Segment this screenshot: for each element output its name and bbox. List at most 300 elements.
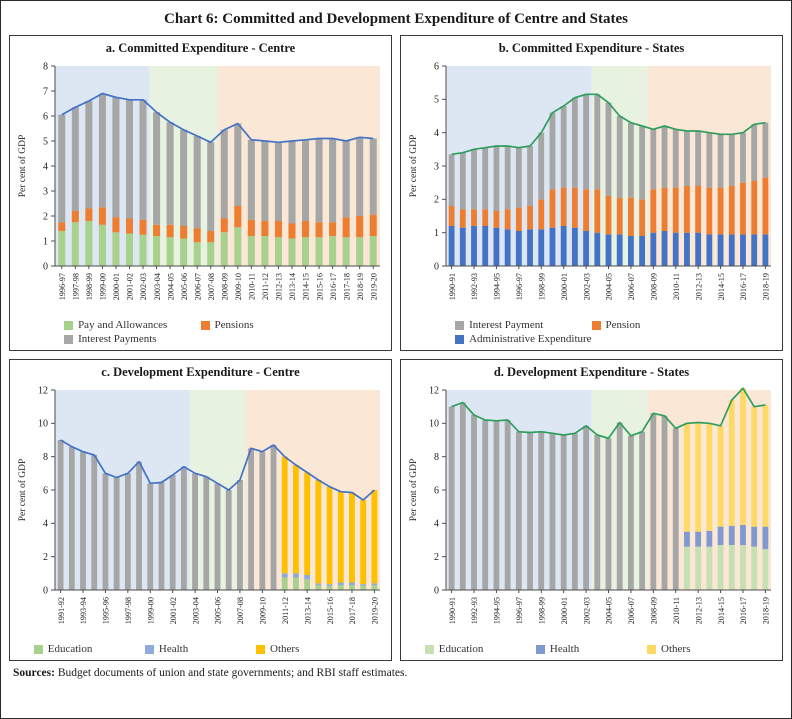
bar-segment xyxy=(661,126,667,188)
legend-item xyxy=(536,642,647,656)
bar-segment xyxy=(360,500,366,584)
bar-segment xyxy=(261,236,268,266)
bar-segment xyxy=(728,234,734,266)
x-tick-label: 1996-97 xyxy=(57,273,67,301)
bar-segment xyxy=(293,573,299,577)
panel-title: a. Committed Expenditure - Centre xyxy=(105,41,296,55)
bar-segment xyxy=(180,239,187,267)
bar-segment xyxy=(628,123,634,198)
x-tick-label: 2016-17 xyxy=(328,273,338,301)
legend-swatch-icon xyxy=(592,321,601,330)
bar-segment xyxy=(329,222,336,236)
y-tick-label: 0 xyxy=(42,585,48,597)
legend-label: Others xyxy=(661,643,691,655)
x-tick-label: 2008-09 xyxy=(649,597,659,625)
bar-segment xyxy=(166,122,173,225)
bar-segment xyxy=(448,226,454,266)
bar-segment xyxy=(695,423,701,532)
bar-segment xyxy=(728,400,734,526)
x-tick-label: 2012-13 xyxy=(693,597,703,625)
bar-segment xyxy=(369,139,376,215)
bar-segment xyxy=(504,420,510,590)
y-axis-title: Per cent of GDP xyxy=(408,134,419,198)
bar-segment xyxy=(527,433,533,591)
x-tick-label: 2010-11 xyxy=(247,273,257,300)
x-tick-label: 1996-97 xyxy=(514,597,524,625)
legend-swatch-icon xyxy=(201,321,210,330)
bar-segment xyxy=(560,106,566,188)
bar-segment xyxy=(684,532,690,547)
bar-segment xyxy=(706,234,712,266)
bar-segment xyxy=(193,136,200,229)
x-tick-label: 2012-13 xyxy=(693,273,703,301)
bar-segment xyxy=(448,154,454,206)
bar-segment xyxy=(594,435,600,590)
bar-segment xyxy=(538,133,544,200)
legend-swatch-icon xyxy=(455,335,464,344)
x-tick-label: 1994-95 xyxy=(492,597,502,625)
bar-segment xyxy=(616,423,622,591)
bar-segment xyxy=(166,237,173,266)
bar-segment xyxy=(315,139,322,223)
bar-segment xyxy=(57,440,63,590)
bar-segment xyxy=(661,231,667,266)
x-tick-label: 2009-10 xyxy=(258,597,268,625)
bar-segment xyxy=(639,432,645,590)
bar-segment xyxy=(349,583,355,586)
bar-segment xyxy=(371,585,377,590)
bar-segment xyxy=(234,227,241,266)
bar-segment xyxy=(695,547,701,590)
panel-development-expenditure-states xyxy=(400,359,783,661)
x-tick-label: 2003-04 xyxy=(190,597,200,625)
bar-segment xyxy=(717,527,723,545)
bar-segment xyxy=(459,153,465,210)
x-tick-label: 2000-01 xyxy=(559,273,569,301)
bar-segment xyxy=(504,209,510,229)
y-tick-label: 2 xyxy=(433,194,439,206)
y-tick-label: 6 xyxy=(42,111,48,123)
x-tick-label: 2008-09 xyxy=(649,273,659,301)
x-tick-label: 2019-20 xyxy=(368,273,378,301)
bar-segment xyxy=(356,237,363,266)
panel-committed-expenditure-centre xyxy=(9,35,392,351)
x-tick-label: 2007-08 xyxy=(206,273,216,301)
bar-segment xyxy=(369,215,376,236)
bar-segment xyxy=(684,233,690,266)
bar-segment xyxy=(684,131,690,186)
bar-segment xyxy=(751,407,757,527)
y-tick-label: 0 xyxy=(433,261,439,273)
x-tick-label: 2001-02 xyxy=(168,597,178,625)
background-region xyxy=(55,390,189,590)
bar-segment xyxy=(527,229,533,266)
bar-segment xyxy=(740,525,746,545)
bar-segment xyxy=(180,130,187,226)
bar-segment xyxy=(207,231,214,242)
bar-segment xyxy=(762,234,768,266)
x-tick-label: 2010-11 xyxy=(671,273,681,300)
bar-segment xyxy=(594,94,600,189)
bar-segment xyxy=(717,545,723,590)
x-tick-label: 2019-20 xyxy=(370,597,380,625)
x-tick-label: 2017-18 xyxy=(347,597,357,625)
legend-label: Education xyxy=(47,643,93,655)
bar-segment xyxy=(207,142,214,231)
x-tick-label: 1990-91 xyxy=(447,273,457,301)
bar-segment xyxy=(471,149,477,209)
bar-segment xyxy=(740,545,746,590)
x-tick-label: 2017-18 xyxy=(341,273,351,301)
x-tick-label: 1998-99 xyxy=(536,273,546,301)
legend-swatch-icon xyxy=(34,645,43,654)
bar-segment xyxy=(71,211,78,222)
y-tick-label: 7 xyxy=(42,86,48,98)
bar-segment xyxy=(304,473,310,576)
sources-text: Budget documents of union and state governments; and RBI staff estimates. xyxy=(54,667,408,679)
bar-segment xyxy=(594,189,600,232)
legend-swatch-icon xyxy=(455,321,464,330)
bar-segment xyxy=(302,221,309,237)
legend-item xyxy=(64,318,200,332)
bar-segment xyxy=(274,142,281,221)
bar-segment xyxy=(605,438,611,590)
bar-segment xyxy=(706,547,712,590)
bar-segment xyxy=(112,232,119,266)
bar-segment xyxy=(234,206,241,227)
bar-segment xyxy=(661,416,667,590)
bar-segment xyxy=(672,428,678,590)
x-tick-label: 1996-97 xyxy=(514,273,524,301)
x-tick-label: 2009-10 xyxy=(233,273,243,301)
bar-segment xyxy=(337,585,343,590)
bar-segment xyxy=(549,113,555,190)
bar-segment xyxy=(471,209,477,226)
x-tick-label: 2005-06 xyxy=(213,597,223,625)
bar-segment xyxy=(751,527,757,547)
bar-segment xyxy=(639,126,645,199)
bar-segment xyxy=(315,583,321,585)
bar-segment xyxy=(261,221,268,236)
bar-segment xyxy=(605,103,611,196)
bar-segment xyxy=(515,148,521,208)
bar-segment xyxy=(180,467,186,590)
bar-segment xyxy=(360,584,366,586)
y-tick-label: 4 xyxy=(42,161,48,173)
bar-segment xyxy=(274,221,281,237)
bar-segment xyxy=(153,225,160,236)
bar-segment xyxy=(288,239,295,267)
bar-segment xyxy=(482,420,488,590)
bar-segment xyxy=(315,480,321,583)
bar-segment xyxy=(342,237,349,266)
y-tick-label: 5 xyxy=(42,136,48,148)
bar-segment xyxy=(281,578,287,591)
bar-segment xyxy=(139,235,146,266)
bar-segment xyxy=(639,236,645,266)
bar-segment xyxy=(571,433,577,590)
legend xyxy=(64,318,337,346)
bar-segment xyxy=(583,426,589,590)
chart-development-centre xyxy=(15,380,387,642)
bar-segment xyxy=(112,217,119,232)
x-tick-label: 2015-16 xyxy=(325,597,335,625)
legend-swatch-icon xyxy=(536,645,545,654)
y-tick-label: 1 xyxy=(42,236,48,248)
x-tick-label: 2001-02 xyxy=(125,273,135,301)
legend-label: Pension xyxy=(605,319,641,331)
legend-swatch-icon xyxy=(256,645,265,654)
x-tick-label: 2000-01 xyxy=(111,273,121,301)
bar-segment xyxy=(248,448,254,590)
bar-segment xyxy=(85,221,92,266)
bar-segment xyxy=(740,133,746,183)
y-tick-label: 1 xyxy=(433,227,439,239)
x-tick-label: 2011-12 xyxy=(280,597,290,624)
bar-segment xyxy=(605,196,611,234)
bar-segment xyxy=(762,123,768,178)
bar-segment xyxy=(728,134,734,186)
bar-segment xyxy=(356,137,363,216)
bar-segment xyxy=(158,483,164,591)
y-tick-label: 8 xyxy=(433,451,439,463)
x-tick-label: 1995-96 xyxy=(101,597,111,625)
x-tick-label: 1999-00 xyxy=(98,273,108,301)
bar-segment xyxy=(169,475,175,590)
legend-swatch-icon xyxy=(647,645,656,654)
legend-swatch-icon xyxy=(64,335,73,344)
y-tick-label: 5 xyxy=(433,94,439,106)
bar-segment xyxy=(98,225,105,266)
bar-segment xyxy=(672,129,678,187)
figure-title: Chart 6: Committed and Development Expenditure of Centre and States xyxy=(163,11,628,27)
legend-swatch-icon xyxy=(64,321,73,330)
bar-segment xyxy=(58,231,65,266)
bar-segment xyxy=(349,585,355,590)
bar-segment xyxy=(112,97,119,217)
bar-segment xyxy=(706,531,712,547)
bar-segment xyxy=(493,211,499,228)
legend-item xyxy=(647,642,758,656)
legend-label: Health xyxy=(549,643,580,655)
y-tick-label: 0 xyxy=(433,585,439,597)
x-tick-label: 2002-03 xyxy=(138,273,148,301)
bar-segment xyxy=(125,234,132,267)
x-tick-label: 2010-11 xyxy=(671,597,681,624)
bar-segment xyxy=(482,148,488,210)
y-tick-label: 0 xyxy=(42,261,48,273)
bar-segment xyxy=(459,209,465,227)
bar-segment xyxy=(315,585,321,590)
bar-segment xyxy=(616,234,622,266)
bar-segment xyxy=(538,199,544,229)
bar-segment xyxy=(302,237,309,266)
x-tick-label: 2008-09 xyxy=(219,273,229,301)
bar-segment xyxy=(706,188,712,235)
bar-segment xyxy=(684,423,690,531)
bar-segment xyxy=(650,233,656,266)
x-tick-label: 2004-05 xyxy=(165,273,175,301)
bar-segment xyxy=(650,129,656,189)
bar-segment xyxy=(504,146,510,209)
legend-label: Administrative Expenditure xyxy=(469,333,592,345)
bar-segment xyxy=(695,131,701,186)
bar-segment xyxy=(482,209,488,226)
x-tick-label: 2006-07 xyxy=(626,273,636,301)
bar-segment xyxy=(68,447,74,590)
legend-label: Interest Payment xyxy=(469,319,544,331)
legend xyxy=(425,642,759,656)
bar-segment xyxy=(337,583,343,586)
y-tick-label: 4 xyxy=(42,518,48,530)
x-tick-label: 1994-95 xyxy=(492,273,502,301)
y-tick-label: 12 xyxy=(37,385,48,397)
bar-segment xyxy=(740,388,746,525)
x-tick-label: 2006-07 xyxy=(192,273,202,301)
bar-segment xyxy=(337,492,343,583)
bar-segment xyxy=(695,186,701,233)
bar-segment xyxy=(504,229,510,266)
y-tick-label: 10 xyxy=(37,418,48,430)
bar-segment xyxy=(281,573,287,577)
x-tick-label: 2002-03 xyxy=(581,273,591,301)
legend-label: Pensions xyxy=(214,319,254,331)
bar-segment xyxy=(616,198,622,235)
x-tick-label: 2018-19 xyxy=(761,273,771,301)
bar-segment xyxy=(220,130,227,219)
bar-segment xyxy=(203,477,209,590)
bar-segment xyxy=(695,233,701,266)
bar-segment xyxy=(102,473,108,590)
x-tick-label: 2004-05 xyxy=(604,597,614,625)
y-tick-label: 3 xyxy=(42,186,48,198)
bar-segment xyxy=(571,188,577,228)
x-tick-label: 2016-17 xyxy=(738,597,748,625)
x-tick-label: 2002-03 xyxy=(581,597,591,625)
bar-segment xyxy=(515,208,521,231)
legend-item xyxy=(64,332,200,346)
bar-segment xyxy=(193,242,200,266)
sources-label: Sources: xyxy=(13,667,55,679)
bar-segment xyxy=(650,189,656,232)
bar-segment xyxy=(706,133,712,188)
y-tick-label: 6 xyxy=(42,485,48,497)
bar-segment xyxy=(717,234,723,266)
bar-segment xyxy=(560,435,566,590)
bar-segment xyxy=(85,209,92,222)
bar-segment xyxy=(751,181,757,234)
bar-segment xyxy=(192,473,198,590)
y-tick-label: 12 xyxy=(428,385,439,397)
bar-segment xyxy=(751,124,757,181)
bar-segment xyxy=(85,101,92,209)
x-tick-label: 2015-16 xyxy=(314,273,324,301)
bar-segment xyxy=(58,222,65,231)
bar-segment xyxy=(259,452,265,590)
bar-segment xyxy=(360,586,366,590)
bar-segment xyxy=(527,146,533,206)
bar-segment xyxy=(493,421,499,590)
bar-segment xyxy=(225,490,231,590)
legend-label: Pay and Allowances xyxy=(78,319,168,331)
bar-segment xyxy=(270,445,276,590)
bar-segment xyxy=(762,527,768,550)
legend-label: Health xyxy=(158,643,189,655)
legend xyxy=(34,642,368,656)
bar-segment xyxy=(136,462,142,590)
bar-segment xyxy=(751,234,757,266)
bar-segment xyxy=(91,455,97,590)
panel-title: c. Development Expenditure - Centre xyxy=(101,365,300,379)
x-tick-label: 2013-14 xyxy=(287,273,297,301)
bar-segment xyxy=(342,141,349,217)
bar-segment xyxy=(293,465,299,573)
legend-item xyxy=(425,642,536,656)
bar-segment xyxy=(71,222,78,266)
bar-segment xyxy=(214,483,220,590)
bar-segment xyxy=(371,490,377,583)
bar-segment xyxy=(342,217,349,237)
panel-title: b. Committed Expenditure - States xyxy=(498,41,685,55)
bar-segment xyxy=(695,532,701,547)
bar-segment xyxy=(471,226,477,266)
y-tick-label: 2 xyxy=(42,211,48,223)
bar-segment xyxy=(247,220,254,236)
legend-item xyxy=(201,318,337,332)
bar-segment xyxy=(639,199,645,236)
x-tick-label: 2018-19 xyxy=(355,273,365,301)
bar-segment xyxy=(124,473,130,590)
bar-segment xyxy=(315,222,322,237)
bar-segment xyxy=(220,232,227,266)
bar-segment xyxy=(628,198,634,236)
bar-segment xyxy=(247,236,254,266)
y-axis-title: Per cent of GDP xyxy=(17,458,28,522)
bar-segment xyxy=(571,228,577,266)
y-tick-label: 4 xyxy=(433,518,439,530)
x-tick-label: 1991-92 xyxy=(56,597,66,625)
legend xyxy=(455,318,728,346)
bar-segment xyxy=(153,236,160,266)
x-tick-label: 1993-94 xyxy=(78,597,88,625)
bar-segment xyxy=(605,234,611,266)
bar-segment xyxy=(482,226,488,266)
bar-segment xyxy=(684,186,690,233)
legend-item xyxy=(34,642,145,656)
chart-committed-centre xyxy=(15,56,387,318)
bar-segment xyxy=(304,579,310,590)
legend-label: Others xyxy=(270,643,300,655)
x-tick-label: 1997-98 xyxy=(123,597,133,625)
bar-segment xyxy=(113,478,119,591)
panel-title: d. Development Expenditure - States xyxy=(493,365,690,379)
x-tick-label: 2014-15 xyxy=(301,273,311,301)
legend-item xyxy=(455,332,592,346)
y-axis-title: Per cent of GDP xyxy=(408,458,419,522)
legend-label: Education xyxy=(438,643,484,655)
bar-segment xyxy=(560,188,566,226)
bar-segment xyxy=(549,228,555,266)
bar-segment xyxy=(71,107,78,211)
bar-segment xyxy=(650,413,656,590)
bar-segment xyxy=(628,236,634,266)
x-tick-label: 2018-19 xyxy=(761,597,771,625)
bar-segment xyxy=(549,433,555,590)
bar-segment xyxy=(583,94,589,189)
bar-segment xyxy=(628,436,634,590)
bar-segment xyxy=(281,457,287,574)
bar-segment xyxy=(740,183,746,235)
